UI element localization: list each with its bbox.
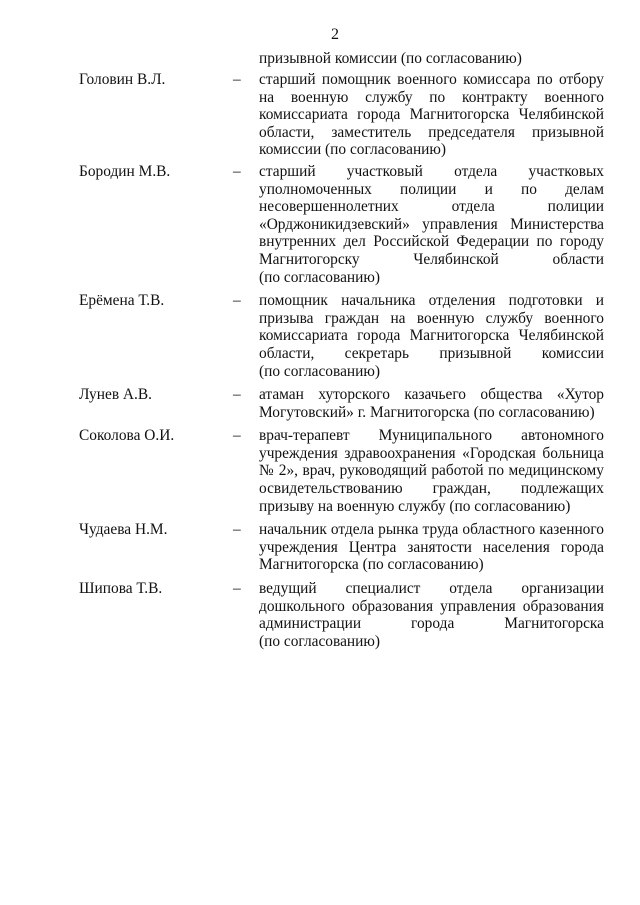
position-line: призыва граждан на военную службу военного — [259, 309, 604, 327]
position-line: Могутовский» г. Магнитогорска (по согласованию) — [259, 403, 595, 421]
member-name: Головин В.Л. — [79, 71, 166, 88]
member-name: Ерёмена Т.В. — [79, 292, 165, 310]
position-line: помощник начальника отделения подготовки и — [259, 292, 604, 310]
continuation-text: призывной комиссии (по согласованию) — [259, 50, 522, 67]
member-position — [259, 71, 604, 159]
dash-separator: – — [233, 292, 241, 310]
page-number: 2 — [331, 26, 339, 43]
position-line: ведущий специалист отдела организации — [259, 580, 604, 598]
position-line: внутренних дел Российской Федерации по городу — [259, 233, 604, 251]
member-entry — [0, 521, 640, 574]
member-entry — [0, 163, 640, 286]
position-line: области, секретарь призывной комиссии — [259, 344, 604, 362]
position-line: комиссариата города Магнитогорска Челябинской — [259, 106, 604, 124]
member-name: Бородин М.В. — [79, 162, 171, 180]
position-line: дошкольного образования управления образования — [259, 597, 604, 615]
member-position — [259, 521, 604, 574]
position-line: призыву на военную службу (по согласованию) — [259, 497, 571, 515]
position-line: старший помощник военного комиссара по отбору — [259, 71, 604, 88]
dash-separator: – — [233, 386, 241, 404]
position-line: администрации города Магнитогорска — [259, 615, 604, 633]
position-line: «Орджоникидзевский» управления Министерства — [259, 215, 604, 233]
position-line: уполномоченных полиции и по делам — [259, 180, 604, 198]
member-name: Чудаева Н.М. — [79, 521, 168, 539]
dash-separator: – — [233, 162, 241, 180]
position-line: области, заместитель председателя призывной — [259, 123, 604, 141]
position-line: начальник отдела рынка труда областного казенного — [259, 521, 604, 539]
position-line: Магнитогорску Челябинской области — [259, 250, 604, 268]
commission-member-list — [0, 71, 640, 650]
position-line: (по согласованию) — [259, 362, 380, 380]
member-name: Соколова О.И. — [79, 427, 175, 445]
member-name: Лунев А.В. — [79, 386, 153, 404]
position-line: комиссии (по согласованию) — [259, 141, 447, 159]
position-line: атаман хуторского казачьего общества «Хутор — [259, 386, 604, 404]
position-line: (по согласованию) — [259, 632, 380, 650]
member-entry — [0, 427, 640, 515]
position-line: Магнитогорска (по согласованию) — [259, 556, 484, 574]
position-line: старший участковый отдела участковых — [259, 162, 604, 180]
dash-separator: – — [233, 521, 241, 539]
position-line: комиссариата города Магнитогорска Челябинской — [259, 327, 604, 345]
member-position — [259, 427, 604, 515]
position-line: (по согласованию) — [259, 268, 380, 286]
position-line: № 2», врач, руководящий работой по медицинскому — [259, 462, 604, 480]
member-entry — [0, 386, 640, 421]
dash-separator: – — [233, 580, 241, 598]
position-line: врач-терапевт Муниципального автономного — [259, 427, 604, 445]
member-entry — [0, 292, 640, 380]
member-name: Шипова Т.В. — [79, 580, 163, 598]
dash-separator: – — [233, 427, 241, 445]
position-line: учреждения Центра занятости населения города — [259, 538, 604, 556]
member-entry — [0, 580, 640, 650]
position-line: на военную службу по контракту военного — [259, 88, 604, 106]
member-position — [259, 386, 604, 421]
position-line: учреждения здравоохранения «Городская больница — [259, 444, 604, 462]
member-entry — [0, 71, 640, 159]
dash-separator: – — [233, 71, 241, 88]
position-line: освидетельствованию граждан, подлежащих — [259, 480, 604, 498]
member-position — [259, 163, 604, 286]
member-position — [259, 580, 604, 650]
member-position — [259, 292, 604, 380]
position-line: несовершеннолетних отдела полиции — [259, 198, 604, 216]
